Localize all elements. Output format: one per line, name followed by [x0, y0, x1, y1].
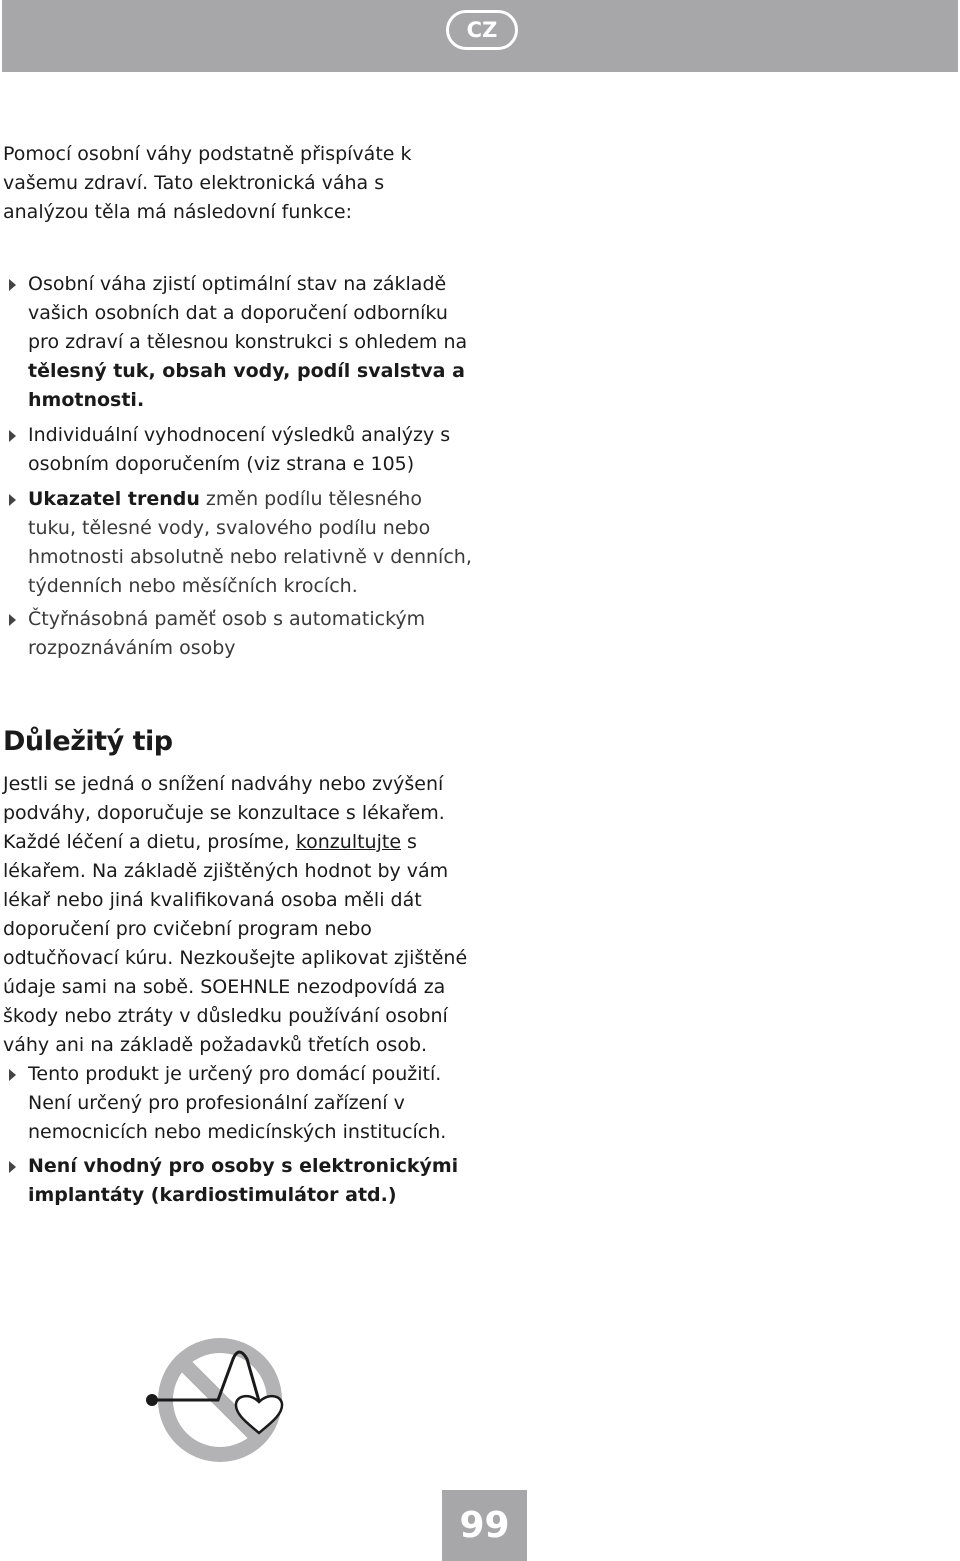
language-badge: CZ: [446, 10, 518, 50]
tip-text: s lékařem. Na základě zjištěných hodnot by vám lékař nebo jiná kvalifikovaná osoba měli dát doporučení pro cvičební program nebo odtučňovací kúru. Nezkoušejte aplikovat zjištěné údaje sami na sobě. SOEHNLE nezodpovídá za škody nebo ztráty v důsledku používání osobní váhy ani na základě požadavků třetích osob.: [3, 831, 468, 1056]
tip-bullet-list: [3, 1060, 473, 1210]
page-number: 99: [442, 1490, 527, 1561]
list-item: [3, 1060, 473, 1147]
tip-heading: Důležitý tip: [3, 726, 173, 757]
tip-bullet-text: Není vhodný pro osoby s elektronickými implantáty (kardiostimulátor atd.): [28, 1155, 459, 1206]
arrow-right-icon: [9, 494, 16, 506]
arrow-right-icon: [9, 279, 16, 291]
feature-bold-text: Ukazatel trendu: [28, 488, 200, 510]
main-content: [3, 140, 473, 1215]
feature-list: [3, 270, 473, 663]
list-item: [3, 421, 473, 479]
feature-bold-text: tělesný tuk, obsah vody, podíl svalstva a hmotnosti.: [28, 360, 465, 411]
arrow-right-icon: [9, 430, 16, 442]
feature-text: Individuální vyhodnocení výsledků analýzy s osobním doporučením (viz strana e 105): [28, 424, 451, 475]
feature-text: Čtyřnásobná paměť osob s automatickým rozpoznáváním osoby: [28, 608, 426, 659]
no-pacemaker-icon: [140, 1335, 300, 1465]
intro-paragraph: Pomocí osobní váhy podstatně přispíváte k vašemu zdraví. Tato elektronická váha s analýzou těla má následovní funkce:: [3, 143, 412, 223]
arrow-right-icon: [9, 1069, 16, 1081]
header-bar: [2, 0, 958, 72]
list-item: [3, 605, 473, 663]
list-item: [3, 270, 473, 415]
tip-paragraph: [3, 770, 473, 1060]
list-item: [3, 1152, 473, 1210]
tip-bullet-text: Tento produkt je určený pro domácí použití. Není určený pro profesionální zařízení v nemocnicích nebo medicínských institucích.: [28, 1063, 447, 1143]
arrow-right-icon: [9, 614, 16, 626]
feature-text: Osobní váha zjistí optimální stav na základě vašich osobních dat a doporučení odborníku pro zdraví a tělesnou konstrukci s ohledem na: [28, 273, 468, 353]
feature-text: změn podílu tělesného tuku, tělesné vody, svalového podílu nebo hmotnosti absolutně nebo relativně v denních, týdenních nebo měsíčních krocích.: [28, 488, 472, 597]
list-item: [3, 485, 473, 601]
tip-text: Jestli se jedná o snížení nadváhy nebo zvýšení podváhy, doporučuje se konzultace s lékařem. Každé léčení a dietu, prosíme,: [3, 773, 445, 853]
underlined-word: konzultujte: [295, 831, 402, 853]
arrow-right-icon: [9, 1161, 16, 1173]
